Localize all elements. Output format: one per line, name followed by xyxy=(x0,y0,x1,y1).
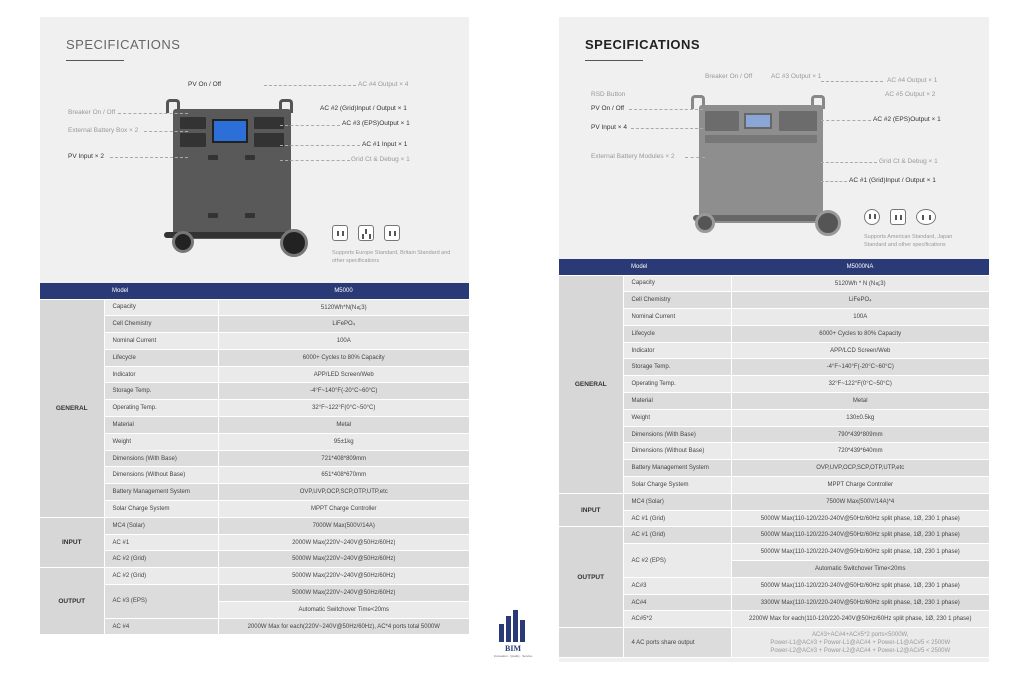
row-label: AC #2 (Grid) xyxy=(104,568,218,585)
row-label: MC4 (Solar) xyxy=(104,517,218,534)
row-label: Lifecycle xyxy=(623,325,731,342)
row-label: Operating Temp. xyxy=(104,400,218,417)
latch xyxy=(208,213,218,218)
row-value: 5000W Max(110-120/220-240V@50Hz/60Hz split phase, 1Ø, 230 1 phase) xyxy=(731,577,989,594)
latch xyxy=(245,213,255,218)
table-row xyxy=(559,611,989,628)
callout-ac3-output: AC #3 Output × 1 xyxy=(771,73,822,80)
row-value: 32°F~122°F(0°C~50°C) xyxy=(218,400,469,417)
table-row xyxy=(40,400,469,417)
table-row xyxy=(559,325,989,342)
latch xyxy=(245,155,255,160)
row-value: 721*408*809mm xyxy=(218,450,469,467)
port-strip xyxy=(705,135,817,143)
row-value: Metal xyxy=(218,417,469,434)
row-label: Material xyxy=(623,393,731,410)
row-label: Dimensions (With Base) xyxy=(104,450,218,467)
callout-ac4-output: AC #4 Output × 4 xyxy=(358,81,409,88)
port-panel-left-2 xyxy=(180,133,206,147)
callout-ac1-grid: AC #1 (Grid)Input / Output × 1 xyxy=(849,177,936,184)
row-value xyxy=(731,628,989,658)
building-icon xyxy=(499,610,527,642)
logo-subtitle: Innovation · Quality · Service xyxy=(493,654,533,658)
callout-external-battery: External Battery Box × 2 xyxy=(68,127,139,134)
table-row xyxy=(40,467,469,484)
table-row xyxy=(559,510,989,527)
group-label: INPUT xyxy=(40,517,104,567)
callout-ac1-input: AC #1 Input × 1 xyxy=(362,141,408,148)
row-value: 2200W Max for each(110-120/220-240V@50Hz/60Hz split phase, 1Ø, 230 1 phase) xyxy=(731,611,989,628)
row-label: Capacity xyxy=(623,275,731,292)
callout-pv-on-off: PV On / Off xyxy=(188,81,222,88)
table-row xyxy=(559,594,989,611)
leader-line xyxy=(118,113,188,114)
table-row xyxy=(559,292,989,309)
group-label: GENERAL xyxy=(40,299,104,517)
row-label: Storage Temp. xyxy=(623,359,731,376)
callout-rsd-button: RSD Button xyxy=(591,91,626,98)
group-label: GENERAL xyxy=(559,275,623,493)
row-label: Indicator xyxy=(623,342,731,359)
row-label: Nominal Current xyxy=(104,333,218,350)
lcd-screen xyxy=(212,119,248,143)
row-label: Cell Chemistry xyxy=(623,292,731,309)
header-model-value: M5000 xyxy=(218,283,469,299)
leader-line xyxy=(280,145,360,146)
group-label: OUTPUT xyxy=(559,527,623,628)
row-value: 7500W Max(500V/14A)*4 xyxy=(731,493,989,510)
wheel-left xyxy=(172,231,194,253)
spec-table-m5000na xyxy=(559,259,989,658)
row-value: 7000W Max(500V/14A) xyxy=(218,517,469,534)
callout-grid-ct: Grid Ct & Debug × 1 xyxy=(351,156,410,163)
row-label: Material xyxy=(104,417,218,434)
table-row xyxy=(40,366,469,383)
table-row xyxy=(559,342,989,359)
table-row xyxy=(40,551,469,568)
row-label: AC #1 (Grid) xyxy=(623,527,731,544)
table-row xyxy=(40,501,469,518)
table-row xyxy=(559,527,989,544)
group-label xyxy=(559,628,623,658)
row-value: 100A xyxy=(218,333,469,350)
title-underline xyxy=(585,60,643,61)
row-value: Automatic Switchover Time<20ms xyxy=(731,561,989,578)
table-row xyxy=(40,299,469,316)
table-row xyxy=(559,477,989,494)
row-value: APP/LCD Screen/Web xyxy=(731,342,989,359)
row-value: 6000+ Cycles to 80% Capacity xyxy=(731,325,989,342)
row-value: LiFePO₄ xyxy=(218,316,469,333)
row-label: 4 AC ports share output xyxy=(623,628,731,658)
row-label: AC #1 (Grid) xyxy=(623,510,731,527)
leader-line xyxy=(280,160,350,161)
leader-line xyxy=(821,120,871,121)
leader-line xyxy=(821,81,883,82)
row-value: 6000+ Cycles to 80% Capacity xyxy=(218,349,469,366)
leader-line xyxy=(821,162,877,163)
row-value: 32°F~122°F(0°C~50°C) xyxy=(731,376,989,393)
group-label: INPUT xyxy=(559,493,623,527)
row-value: 790*439*809mm xyxy=(731,426,989,443)
header-model-label: Model xyxy=(623,259,731,275)
outlet-icon xyxy=(384,225,400,241)
jp-outlet-icon xyxy=(890,209,906,225)
table-row xyxy=(40,433,469,450)
table-row xyxy=(40,316,469,333)
left-spec-panel xyxy=(40,17,469,635)
table-row xyxy=(40,349,469,366)
table-row xyxy=(559,460,989,477)
callout-pv-on-off: PV On / Off xyxy=(591,105,625,112)
table-row xyxy=(40,484,469,501)
row-value: 130±0.5kg xyxy=(731,409,989,426)
table-row xyxy=(559,544,989,561)
row-value: MPPT Charge Controller xyxy=(731,477,989,494)
page-title: SPECIFICATIONS xyxy=(66,37,181,52)
row-label: Lifecycle xyxy=(104,349,218,366)
table-row xyxy=(559,359,989,376)
table-row xyxy=(559,409,989,426)
leader-line xyxy=(821,181,847,182)
row-value-line: Power-L2@AC#3 + Power-L2@AC#4 + Power-L2@AC#5 < 2500W xyxy=(770,647,951,654)
eu-outlet-icon xyxy=(332,225,348,241)
page-title: SPECIFICATIONS xyxy=(585,37,701,52)
row-value: Metal xyxy=(731,393,989,410)
header-model-value: M5000NA xyxy=(731,259,989,275)
row-label: AC #4 xyxy=(104,618,218,635)
callout-ac3-eps: AC #3 (EPS)Output × 1 xyxy=(342,120,410,127)
latch xyxy=(208,155,218,160)
wheel-right xyxy=(280,229,308,257)
row-label: Indicator xyxy=(104,366,218,383)
callout-external-battery: External Battery Modules × 2 xyxy=(591,153,675,160)
table-row xyxy=(40,568,469,585)
table-row xyxy=(40,585,469,602)
row-value: 5000W Max(110-120/220-240V@50Hz/60Hz split phase, 1Ø, 230 1 phase) xyxy=(731,544,989,561)
wheel-right xyxy=(815,210,841,236)
title-underline xyxy=(66,60,124,61)
row-label: Weight xyxy=(104,433,218,450)
row-value: 5000W Max(110-120/220-240V@50Hz/60Hz split phase, 1Ø, 230 1 phase) xyxy=(731,510,989,527)
table-row xyxy=(559,628,989,658)
header-blank xyxy=(559,259,623,275)
row-label: Solar Charge System xyxy=(104,501,218,518)
uk-outlet-icon xyxy=(358,225,374,241)
outlet-icon xyxy=(916,209,936,225)
row-label: Solar Charge System xyxy=(623,477,731,494)
row-value: MPPT Charge Controller xyxy=(218,501,469,518)
table-row xyxy=(559,426,989,443)
table-row xyxy=(40,417,469,434)
callout-ac2-eps: AC #2 (EPS)Output × 1 xyxy=(873,116,941,123)
row-label: AC #3 (EPS) xyxy=(104,585,218,619)
table-row xyxy=(40,534,469,551)
row-label: Capacity xyxy=(104,299,218,316)
wheel-left xyxy=(695,213,715,233)
row-value: 651*408*670mm xyxy=(218,467,469,484)
header-blank xyxy=(40,283,104,299)
row-value-line: Power-L1@AC#3 + Power-L1@AC#4 + Power-L1@AC#5 < 2500W xyxy=(770,639,951,646)
row-value: 95±1kg xyxy=(218,433,469,450)
row-label: Battery Management System xyxy=(104,484,218,501)
row-label: AC #2 (Grid) xyxy=(104,551,218,568)
callout-pv-input: PV Input × 2 xyxy=(68,153,104,160)
table-row xyxy=(559,577,989,594)
table-row xyxy=(559,443,989,460)
callout-ac5-output: AC #5 Output × 2 xyxy=(885,91,936,98)
row-value: 2000W Max for each(220V~240V@50Hz/60Hz), AC*4 ports total 5000W xyxy=(218,618,469,635)
row-value: -4°F~140°F(-20°C~60°C) xyxy=(731,359,989,376)
table-row xyxy=(559,275,989,292)
row-value: LiFePO₄ xyxy=(731,292,989,309)
row-value: 3300W Max(110-120/220-240V@50Hz/60Hz split phase, 1Ø, 230 1 phase) xyxy=(731,594,989,611)
row-label: Cell Chemistry xyxy=(104,316,218,333)
table-row xyxy=(40,517,469,534)
leader-line xyxy=(280,125,340,126)
leader-line xyxy=(629,109,703,110)
row-value: Automatic Switchover Time<20ms xyxy=(218,601,469,618)
row-label: Operating Temp. xyxy=(623,376,731,393)
row-label: MC4 (Solar) xyxy=(623,493,731,510)
row-label: Nominal Current xyxy=(623,309,731,326)
leader-line xyxy=(685,157,705,158)
spec-table-body xyxy=(559,275,989,658)
row-value: 5000W Max(220V~240V@50Hz/60Hz) xyxy=(218,568,469,585)
row-value-line: AC#3+AC#4+AC#5*2 ports<5000W, xyxy=(811,631,909,638)
table-row xyxy=(559,493,989,510)
table-row xyxy=(559,309,989,326)
port-panel-right xyxy=(779,111,817,131)
row-value: 720*439*640mm xyxy=(731,443,989,460)
row-value: 2000W Max(220V~240V@50Hz/60Hz) xyxy=(218,534,469,551)
supported-standards-note: Supports Europe Standard, Britain Standard and other specifications xyxy=(332,250,451,264)
table-row xyxy=(40,333,469,350)
row-value: 5000W Max(220V~240V@50Hz/60Hz) xyxy=(218,585,469,602)
supported-standards-note: Supports American Standard, Japan Standard and other specifications xyxy=(864,234,953,248)
row-value: -4°F~140°F(-20°C~60°C) xyxy=(218,383,469,400)
row-label: AC #2 (EPS) xyxy=(623,544,731,578)
row-value: OVP,UVP,OCP,SCP,OTP,UTP,etc xyxy=(731,460,989,477)
table-row xyxy=(40,450,469,467)
row-label: AC#4 xyxy=(623,594,731,611)
row-label: Weight xyxy=(623,409,731,426)
row-label: AC#5*2 xyxy=(623,611,731,628)
callout-breaker: Breaker On / Off xyxy=(68,109,116,116)
row-value: 5000W Max(220V~240V@50Hz/60Hz) xyxy=(218,551,469,568)
callout-ac4-output: AC #4 Output × 1 xyxy=(887,77,938,84)
port-panel-left xyxy=(705,111,739,131)
us-outlet-icon xyxy=(864,209,880,225)
row-label: Battery Management System xyxy=(623,460,731,477)
lcd-screen xyxy=(744,113,772,129)
header-model-label: Model xyxy=(104,283,218,299)
port-panel-left xyxy=(180,117,206,129)
spec-table-body xyxy=(40,299,469,635)
row-value: OVP,UVP,OCP,SCP,OTP,UTP,etc xyxy=(218,484,469,501)
row-label: Dimensions (With Base) xyxy=(623,426,731,443)
table-row xyxy=(40,383,469,400)
group-label: OUTPUT xyxy=(40,568,104,635)
table-row xyxy=(40,618,469,635)
leader-line xyxy=(110,157,188,158)
row-value: 100A xyxy=(731,309,989,326)
spec-table-m5000 xyxy=(40,283,469,635)
leader-line xyxy=(631,128,703,129)
row-value: 5120Wh * N (N⩽3) xyxy=(731,275,989,292)
bim-logo xyxy=(491,610,535,660)
row-value: 5120Wh*N(N⩽3) xyxy=(218,299,469,316)
callout-ac2-grid: AC #2 (Grid)Input / Output × 1 xyxy=(320,105,407,112)
row-value: 5000W Max(110-120/220-240V@50Hz/60Hz split phase, 1Ø, 230 1 phase) xyxy=(731,527,989,544)
callout-grid-ct: Grid Ct & Debug × 1 xyxy=(879,158,938,165)
leader-line xyxy=(264,85,356,86)
row-label: Dimensions (Without Base) xyxy=(104,467,218,484)
callout-breaker: Breaker On / Off xyxy=(705,73,753,80)
leader-line xyxy=(144,131,188,132)
right-spec-panel xyxy=(559,17,989,662)
row-value: APP/LED Screen/Web xyxy=(218,366,469,383)
row-label: AC #1 xyxy=(104,534,218,551)
callout-pv-input: PV Input × 4 xyxy=(591,124,627,131)
row-label: Dimensions (Without Base) xyxy=(623,443,731,460)
table-row xyxy=(559,393,989,410)
port-panel-right xyxy=(254,117,284,129)
table-row xyxy=(559,376,989,393)
logo-text: BIM xyxy=(505,644,521,653)
row-label: AC#3 xyxy=(623,577,731,594)
row-label: Storage Temp. xyxy=(104,383,218,400)
